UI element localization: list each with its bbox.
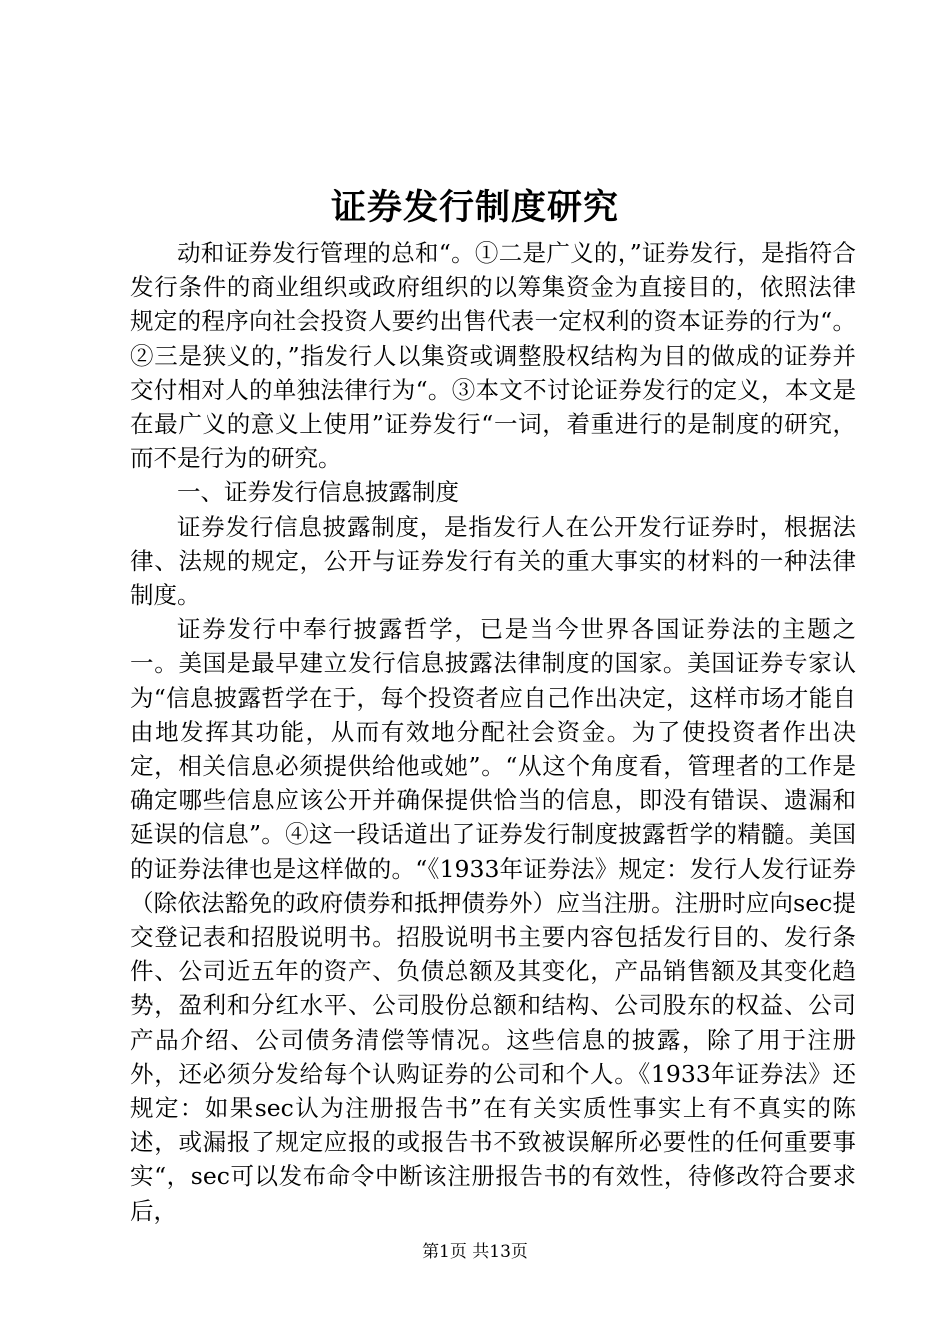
body-paragraph: 证券发行中奉行披露哲学，已是当今世界各国证券法的主题之一。美国是最早建立发行信息披露法律制度的国家。美国证券专家认为“信息披露哲学在于，每个投资者应自己作出决定，这样市场才能自由地发挥其功能，从而有效地分配社会资金。为了使投资者作出决定，相关信息必须提供给他或她”。“从这个角度看，管理者的工作是确定哪些信息应该公开并确保提供恰当的信息，即没有错误、遗漏和延误的信息”。④这一段话道出了证券发行制度披露哲学的精髓。美国的证券法律也是这样做的。“《1933年证券法》规定：发行人发行证券（除依法豁免的政府债券和抵押债券外）应当注册。注册时应向sec提交登记表和招股说明书。招股说明书主要内容包括发行目的、发行条件、公司近五年的资产、负债总额及其变化，产品销售额及其变化趋势，盈利和分红水平、公司股份总额和结构、公司股东的权益、公司产品介绍、公司债务清偿等情况。这些信息的披露，除了用于注册外，还必须分发给每个认购证券的公司和个人。《1933年证券法》还规定：如果sec认为注册报告书”在有关实质性事实上有不真实的陈述，或漏报了规定应报的或报告书不致被误解所必要性的任何重要事实“，sec可以发布命令中断该注册报告书的有效性，待修改符合要求后， bbox=[130, 615, 856, 1225]
document-body bbox=[130, 236, 856, 1228]
document-title: 证券发行制度研究 bbox=[330, 187, 619, 228]
body-paragraph: 证券发行信息披露制度，是指发行人在公开发行证券时，根据法律、法规的规定，公开与证券发行有关的重大事实的材料的一种法律制度。 bbox=[130, 512, 856, 610]
section-heading: 一、证券发行信息披露制度 bbox=[177, 478, 459, 507]
page-footer: 第1页 共13页 bbox=[422, 1242, 528, 1262]
body-paragraph: 动和证券发行管理的总和“。①二是广义的，”证券发行，是指符合发行条件的商业组织或政府组织的以筹集资金为直接目的，依照法律规定的程序向社会投资人要约出售代表一定权利的资本证券的行为“。②三是狭义的，”指发行人以集资或调整股权结构为目的做成的证券并交付相对人的单独法律行为“。③本文不讨论证券发行的定义，本文是在最广义的意义上使用”证券发行“一词，着重进行的是制度的研究，而不是行为的研究。 bbox=[130, 239, 856, 473]
